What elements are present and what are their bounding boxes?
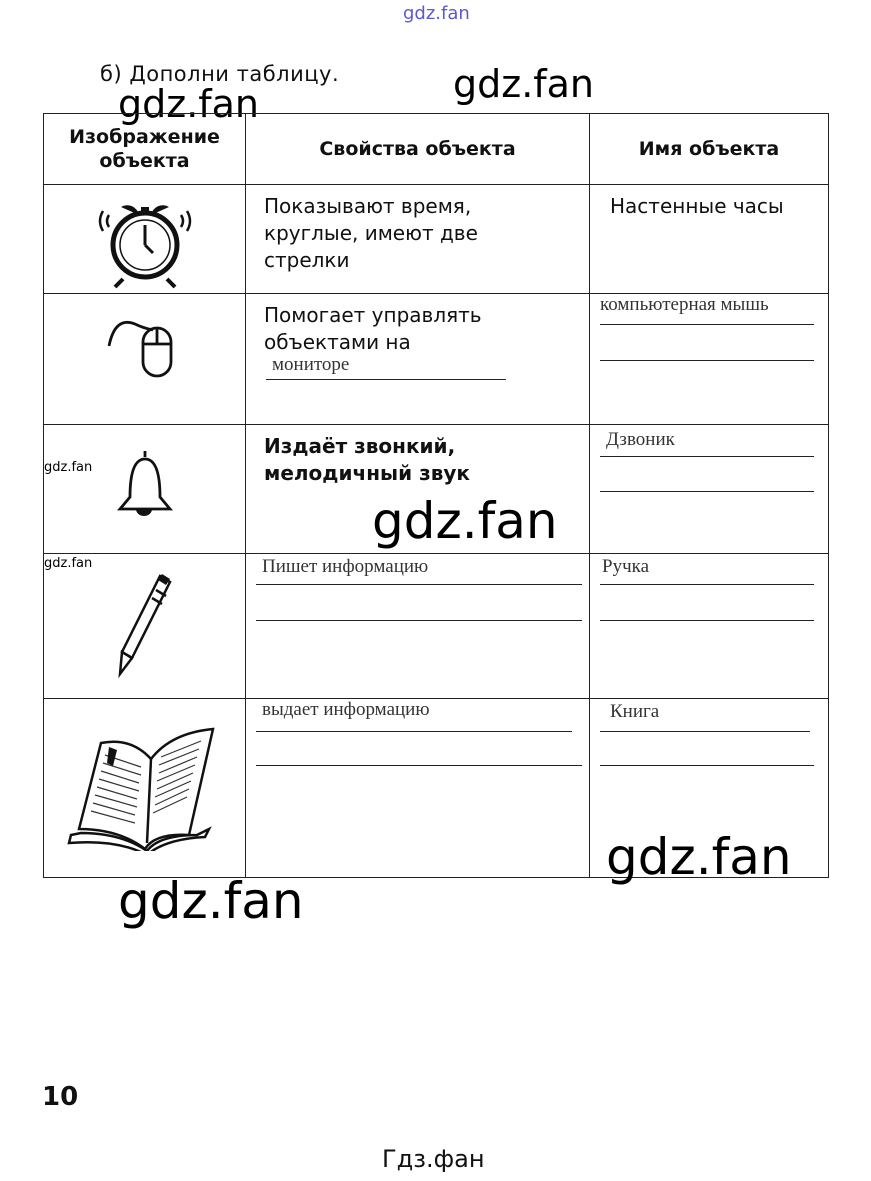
cell-image [44,185,246,294]
watermark-left-small-1: gdz.fan [44,460,93,475]
cell-properties [246,554,590,699]
watermark-left-small-2: gdz.fan [44,556,93,571]
properties-handwritten: Пишет информацию [262,556,429,577]
alarm-clock-icon [95,193,195,289]
footer-text: Гдз.фан [382,1145,485,1173]
cell-properties [246,185,590,294]
table-row [44,185,829,294]
properties-handwritten: выдает информацию [262,699,430,720]
task-heading: б) Дополни таблицу. [100,62,340,86]
answer-line [600,324,814,325]
table-row [44,294,829,425]
answer-line [600,456,814,457]
cell-name [590,554,829,699]
computer-mouse-icon [105,310,185,380]
header-properties: Свойства объекта [246,114,590,185]
page-number: 10 [42,1082,79,1112]
properties-handwritten: мониторе [272,354,350,375]
answer-line [266,379,506,380]
cell-name [590,425,829,554]
bell-icon [110,447,180,517]
watermark-bottom-left: gdz.fan [118,872,304,930]
cell-name [590,185,829,294]
watermark-right: gdz.fan [606,828,792,886]
answer-line [600,620,814,621]
answer-line [600,584,814,585]
cell-properties [246,699,590,878]
answer-line [600,491,814,492]
answer-line [256,765,582,766]
header-name: Имя объекта [590,114,829,185]
answer-line [256,731,572,732]
book-icon [65,711,225,851]
answer-line [256,584,582,585]
cell-properties [246,294,590,425]
watermark-top-right: gdz.fan [453,62,595,106]
answer-line [600,765,814,766]
table-row [44,554,829,699]
cell-image [44,294,246,425]
properties-text: Издаёт звонкий, мелодичный звук [264,434,470,485]
answer-line [600,731,810,732]
answer-line [600,360,814,361]
name-handwritten: Книга [610,701,660,722]
cell-image [44,425,246,554]
watermark-center: gdz.fan [372,492,558,550]
header-image: Изображение объекта [44,114,246,185]
name-handwritten: Ручка [602,556,649,577]
answer-line [256,620,582,621]
watermark-top-small: gdz.fan [403,3,470,24]
pen-icon [110,570,180,680]
table-header-row [44,114,829,185]
name-handwritten: компьютерная мышь [600,294,769,315]
properties-text: Показывают время, круглые, имеют две стрелки [264,194,478,272]
properties-text: Помогает управлять объектами на [264,303,482,354]
cell-image [44,699,246,878]
name-text: Настенные часы [610,194,784,218]
cell-image [44,554,246,699]
watermark-top-left: gdz.fan [118,82,260,126]
cell-name [590,294,829,425]
name-handwritten: Дзвоник [606,429,675,450]
